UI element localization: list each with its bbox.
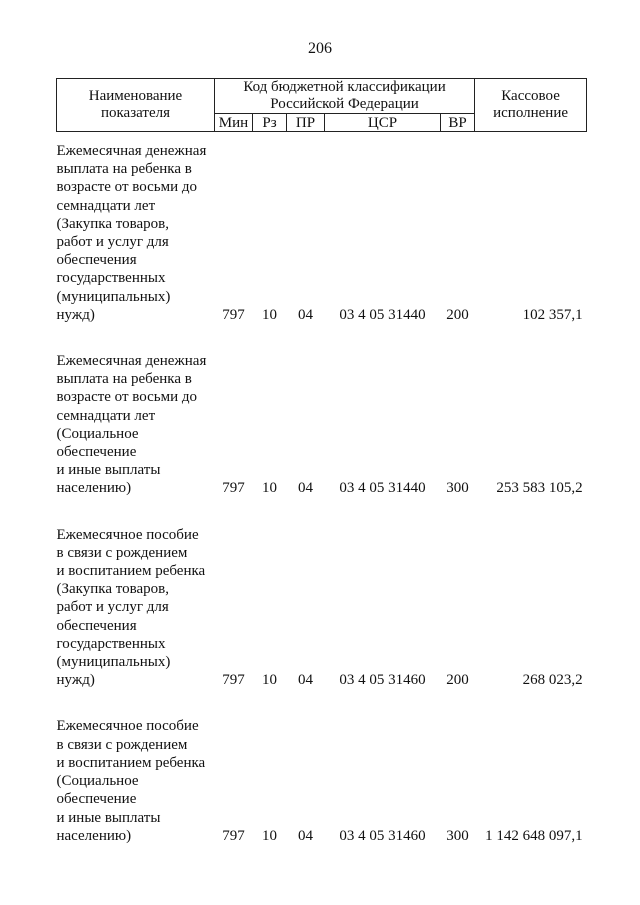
row-rz: 10 <box>262 672 277 689</box>
table-row <box>57 711 587 866</box>
row-amount: 253 583 105,2 <box>496 480 583 497</box>
row-vr: 200 <box>446 306 469 323</box>
row-name-line: возрасте от восьми до <box>56 389 198 406</box>
row-csr: 03 4 05 31440 <box>339 480 426 497</box>
row-name-line: и иные выплаты <box>56 462 161 479</box>
row-name-line: (Социальное <box>56 773 139 790</box>
row-name <box>57 346 215 520</box>
row-amount: 102 357,1 <box>522 306 583 323</box>
table-header <box>57 79 587 132</box>
row-name-line: (муниципальных) <box>56 654 171 671</box>
row-name-line: и воспитанием ребенка <box>56 754 206 771</box>
header-csr: ЦСР <box>325 114 441 132</box>
row-name-line: обеспечения <box>56 252 137 269</box>
row-name-line: Ежемесячное пособие <box>56 718 199 735</box>
row-name <box>57 711 215 866</box>
row-name-line: в связи с рождением <box>56 544 188 561</box>
row-csr: 03 4 05 31440 <box>339 306 426 323</box>
row-name-line: Ежемесячная денежная <box>56 353 207 370</box>
row-vr: 300 <box>446 480 469 497</box>
row-rz: 10 <box>262 306 277 323</box>
row-csr: 03 4 05 31460 <box>339 672 426 689</box>
row-name-line: обеспечение <box>56 791 137 808</box>
row-vr: 200 <box>446 672 469 689</box>
row-name-line: семнадцати лет <box>56 197 156 214</box>
budget-table <box>56 78 587 867</box>
row-pr: 04 <box>298 672 313 689</box>
header-min: Мин <box>215 114 253 132</box>
row-pr: 04 <box>298 306 313 323</box>
row-vr: 300 <box>446 827 469 844</box>
row-amount: 1 142 648 097,1 <box>485 827 583 844</box>
row-min: 797 <box>222 672 245 689</box>
row-rz: 10 <box>262 480 277 497</box>
table-body <box>57 132 587 867</box>
row-name-line: и иные выплаты <box>56 809 161 826</box>
row-name-line: нужд) <box>56 306 95 323</box>
row-name-line: населению) <box>56 827 132 844</box>
header-amount-column: Кассовое исполнение <box>475 79 587 132</box>
row-name-line: в связи с рождением <box>56 736 188 753</box>
row-name-line: (Социальное <box>56 425 139 442</box>
row-name-line: выплата на ребенка в <box>56 371 192 388</box>
row-name-line: (муниципальных) <box>56 288 171 305</box>
header-vr: ВР <box>441 114 475 132</box>
row-name-line: возрасте от восьми до <box>56 179 198 196</box>
row-amount: 268 023,2 <box>522 672 583 689</box>
row-name-line: населению) <box>56 480 132 497</box>
row-name-line: государственных <box>56 270 166 287</box>
row-name-line: нужд) <box>56 672 95 689</box>
header-pr: ПР <box>287 114 325 132</box>
table-row <box>57 520 587 712</box>
row-pr: 04 <box>298 827 313 844</box>
row-name-line: Ежемесячное пособие <box>56 526 199 543</box>
header-rz: Рз <box>253 114 287 132</box>
row-pr: 04 <box>298 480 313 497</box>
header-name-column: Наименование показателя <box>57 79 215 132</box>
row-name-line: Ежемесячная денежная <box>56 143 207 159</box>
page-number: 206 <box>308 40 332 57</box>
row-name-line: обеспечение <box>56 444 137 461</box>
row-min: 797 <box>222 480 245 497</box>
row-csr: 03 4 05 31460 <box>339 827 426 844</box>
row-min: 797 <box>222 827 245 844</box>
row-name-line: (Закупка товаров, <box>56 215 169 232</box>
table-row <box>57 132 587 347</box>
row-name-line: обеспечения <box>56 617 137 634</box>
row-name-line: государственных <box>56 635 166 652</box>
row-name-line: (Закупка товаров, <box>56 581 169 598</box>
header-code-group: Код бюджетной классификации Российской Федерации <box>215 79 475 114</box>
row-name-line: семнадцати лет <box>56 407 156 424</box>
row-name-line: работ и услуг для <box>56 234 169 251</box>
row-name <box>57 132 215 347</box>
row-rz: 10 <box>262 827 277 844</box>
row-min: 797 <box>222 306 245 323</box>
row-name-line: работ и услуг для <box>56 599 169 616</box>
row-name-line: и воспитанием ребенка <box>56 563 206 580</box>
table-row <box>57 346 587 520</box>
row-name <box>57 520 215 712</box>
row-name-line: выплата на ребенка в <box>56 161 192 178</box>
